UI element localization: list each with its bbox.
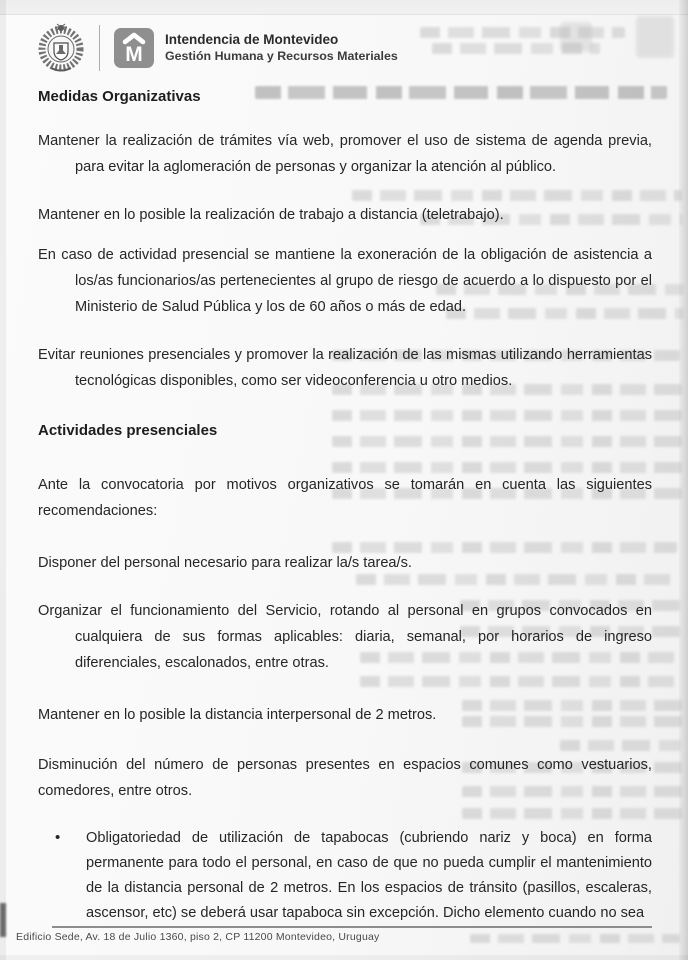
paragraph: Ante la convocatoria por motivos organizativos se tomarán en cuenta las siguientes recomendaciones:	[38, 477, 652, 519]
bullet-text: Obligatoriedad de utilización de tapabocas (cubriendo nariz y boca) en forma permanente para todo el personal, en caso de que no pueda cumplir el mantenimiento de la distancia personal de 2 metros. En los espacios de tránsito (pasillos, escaleras, ascensor, etc) se deberá usar tapaboca sin excepción. Dicho elemento cuando no sea	[86, 830, 652, 921]
bleedthrough-text	[470, 934, 680, 943]
paragraph: En caso de actividad presencial se mantiene la exoneración de la obligación de asistencia a los/as funcionarios/as pertenecientes al grupo de riesgo de acuerdo a lo dispuesto por el Ministerio de Salud Pública y los de 60 años o más de edad.	[38, 247, 652, 315]
photo-bottom-edge	[0, 955, 688, 960]
bullet-item	[38, 826, 652, 926]
footer-address: Edificio Sede, Av. 18 de Julio 1360, piso 2, CP 11200 Montevideo, Uruguay	[16, 931, 380, 943]
paragraph: Disminución del número de personas presentes en espacios comunes como vestuarios, comedores, entre otros.	[38, 757, 652, 799]
logo-letter: M	[125, 43, 143, 66]
header-divider	[99, 25, 100, 71]
bleedthrough-stamp	[560, 22, 592, 52]
bullet-marker: •	[55, 829, 61, 846]
paragraph: Evitar reuniones presenciales y promover la realización de las mismas utilizando herramientas tecnológicas disponibles, como ser videoconferencia u otro medios.	[38, 347, 652, 389]
letterhead-text	[165, 32, 398, 64]
photo-top-edge	[0, 0, 688, 15]
section-title-actividades-presenciales: Actividades presenciales	[38, 422, 218, 439]
bleedthrough-stamp	[636, 16, 674, 58]
document-body	[38, 72, 652, 926]
paragraph: Organizar el funcionamiento del Servicio, rotando al personal en grupos convocados en cualquiera de sus formas aplicables: diaria, semanal, por horarios de ingreso diferenciales, escalonados, entre otras.	[38, 603, 652, 671]
intendencia-m-logo-icon	[114, 28, 154, 68]
organization-name: Intendencia de Montevideo	[165, 31, 339, 47]
paragraph: Mantener la realización de trámites vía web, promover el uso de sistema de agenda previa, para evitar la aglomeración de personas y organizar la atención al público.	[38, 133, 652, 175]
letterhead	[35, 22, 398, 74]
bleedthrough-text	[420, 27, 625, 38]
paragraph: Disponer del personal necesario para realizar la/s tarea/s.	[38, 555, 412, 571]
department-name: Gestión Humana y Recursos Materiales	[165, 48, 398, 63]
photo-edge-shadow-mark	[0, 903, 6, 937]
paragraph: Mantener en lo posible la distancia interpersonal de 2 metros.	[38, 707, 437, 723]
section-title-medidas-organizativas: Medidas Organizativas	[38, 88, 201, 105]
paragraph: Mantener en lo posible la realización de trabajo a distancia (teletrabajo).	[38, 207, 504, 223]
photo-left-edge	[0, 0, 6, 960]
footer-rule	[52, 926, 652, 928]
montevideo-coat-of-arms-icon	[35, 22, 87, 74]
